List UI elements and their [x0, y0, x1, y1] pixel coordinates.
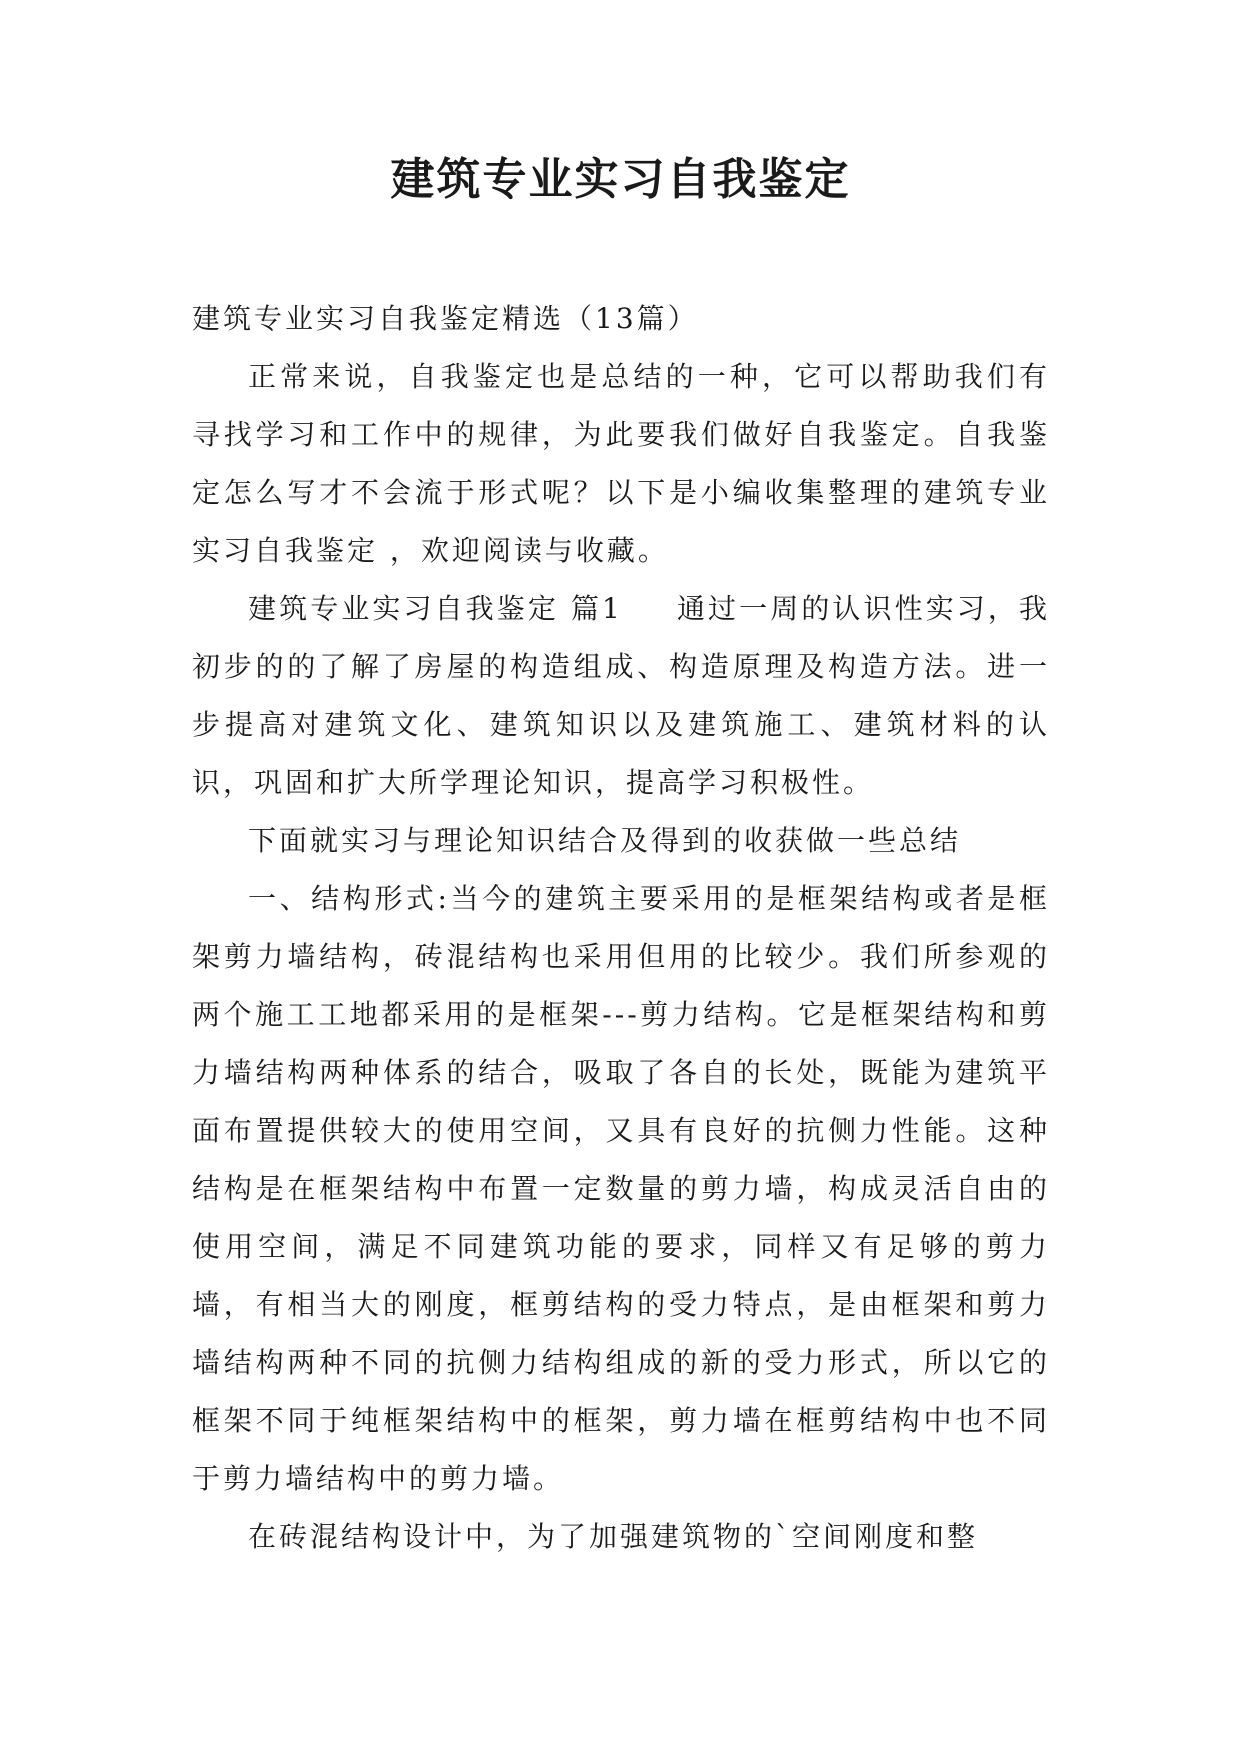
- summary-intro-paragraph: 下面就实习与理论知识结合及得到的收获做一些总结: [248, 824, 962, 857]
- section-1-lead: 通过一周的认识性实习，我初步的的了解了房屋的构造组成、构造原理及构造方法。进一步提高对建筑文化、建筑知识以及建筑施工、建筑材料的认识，巩固和扩大所学理论知识，提高学习积极性。: [192, 592, 1050, 799]
- document-subtitle: 建筑专业实习自我鉴定精选（13篇）: [192, 302, 699, 335]
- document-body: [192, 290, 1050, 1566]
- section-1-heading: 建筑专业实习自我鉴定 篇1: [248, 592, 623, 625]
- brick-concrete-paragraph: 在砖混结构设计中，为了加强建筑物的`空间刚度和整: [248, 1520, 979, 1553]
- document-title: 建筑专业实习自我鉴定: [390, 154, 851, 205]
- section-1-paragraph: [192, 580, 1050, 812]
- intro-paragraph: 正常来说，自我鉴定也是总结的一种，它可以帮助我们有寻找学习和工作中的规律，为此要我们做好自我鉴定。自我鉴定怎么写才不会流于形式呢？以下是小编收集整理的建筑专业实习自我鉴定 ，欢迎阅读与收藏。: [192, 360, 1050, 567]
- structure-form-paragraph: 一、结构形式:当今的建筑主要采用的是框架结构或者是框架剪力墙结构，砖混结构也采用但用的比较少。我们所参观的两个施工工地都采用的是框架---剪力结构。它是框架结构和剪力墙结构两种体系的结合，吸取了各自的长处，既能为建筑平面布置提供较大的使用空间，又具有良好的抗侧力性能。这种结构是在框架结构中布置一定数量的剪力墙，构成灵活自由的使用空间，满足不同建筑功能的要求，同样又有足够的剪力墙，有相当大的刚度，框剪结构的受力特点，是由框架和剪力墙结构两种不同的抗侧力结构组成的新的受力形式，所以它的框架不同于纯框架结构中的框架，剪力墙在框剪结构中也不同于剪力墙结构中的剪力墙。: [192, 882, 1050, 1495]
